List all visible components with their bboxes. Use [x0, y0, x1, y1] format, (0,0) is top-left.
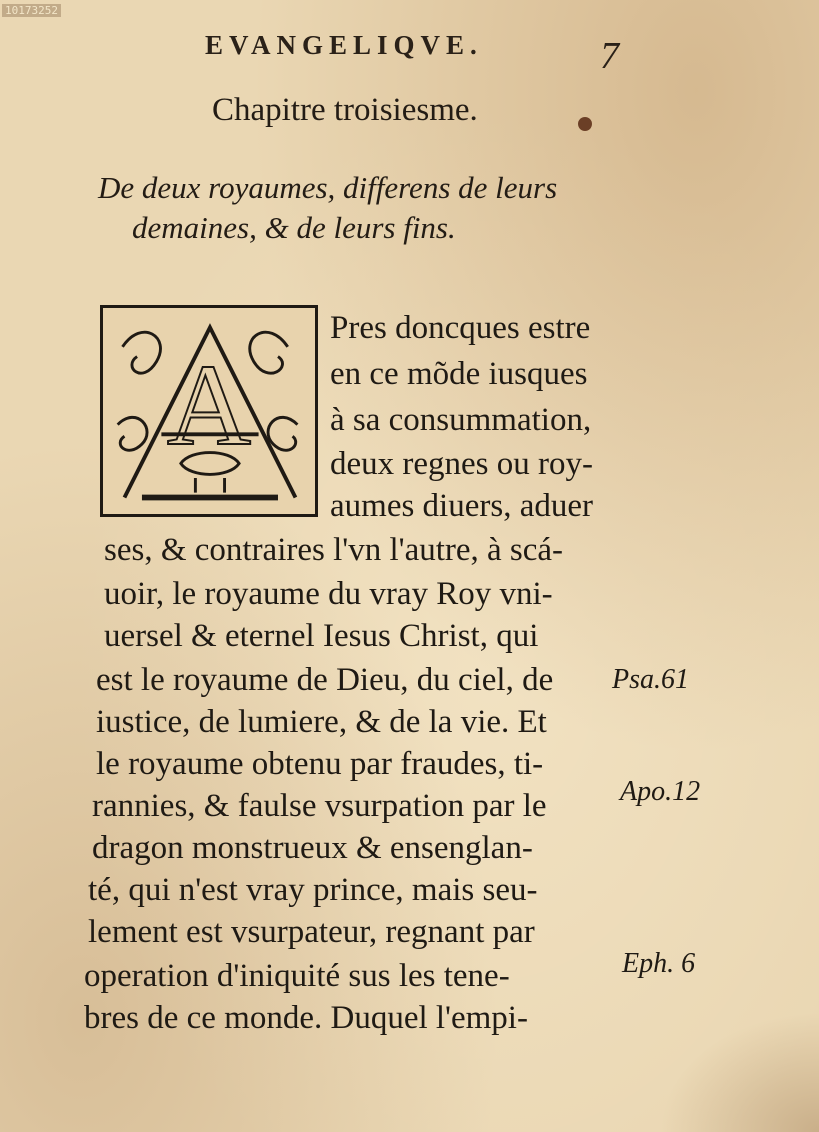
catalog-stamp: 10173252	[2, 4, 61, 17]
subtitle-line-1: De deux royaumes, differens de leurs	[98, 170, 558, 205]
page-smudge	[659, 1012, 819, 1132]
page-number: 7	[600, 35, 619, 77]
body-line: deux regnes ou roy-	[330, 446, 594, 482]
body-line: le royaume obtenu par fraudes, ti-	[96, 746, 544, 782]
subtitle-line-2: demaines, & de leurs fins.	[132, 210, 456, 245]
body-line: té, qui n'est vray prince, mais seu-	[88, 872, 538, 908]
body-line: aumes diuers, aduer	[330, 488, 593, 524]
body-line: à sa consummation,	[330, 402, 592, 438]
margin-note-apocalypse: Apo.12	[620, 776, 701, 807]
body-line: operation d'iniquité sus les tene-	[84, 958, 510, 994]
chapter-title: Chapitre troisiesme.	[212, 92, 478, 128]
body-line: lement est vsurpateur, regnant par	[88, 914, 535, 950]
body-line: en ce mõde iusques	[330, 356, 588, 392]
body-line: dragon monstrueux & ensenglan-	[92, 830, 533, 866]
body-line: est le royaume de Dieu, du ciel, de	[96, 662, 554, 698]
body-line: bres de ce monde. Duquel l'empi-	[84, 1000, 528, 1036]
body-line: uoir, le royaume du vray Roy vni-	[104, 576, 553, 612]
running-head: EVANGELIQVE.	[205, 30, 483, 60]
body-line: ses, & contraires l'vn l'autre, à scá-	[104, 532, 564, 568]
body-line: uersel & eternel Iesus Christ, qui	[104, 618, 539, 654]
body-line: rannies, & faulse vsurpation par le	[92, 788, 547, 824]
svg-text:A: A	[166, 341, 252, 471]
margin-note-psalm: Psa.61	[612, 664, 689, 695]
body-line: iustice, de lumiere, & de la vie. Et	[96, 704, 547, 740]
body-line: Pres doncques estre	[330, 310, 591, 346]
margin-note-ephesians: Eph. 6	[622, 948, 696, 979]
